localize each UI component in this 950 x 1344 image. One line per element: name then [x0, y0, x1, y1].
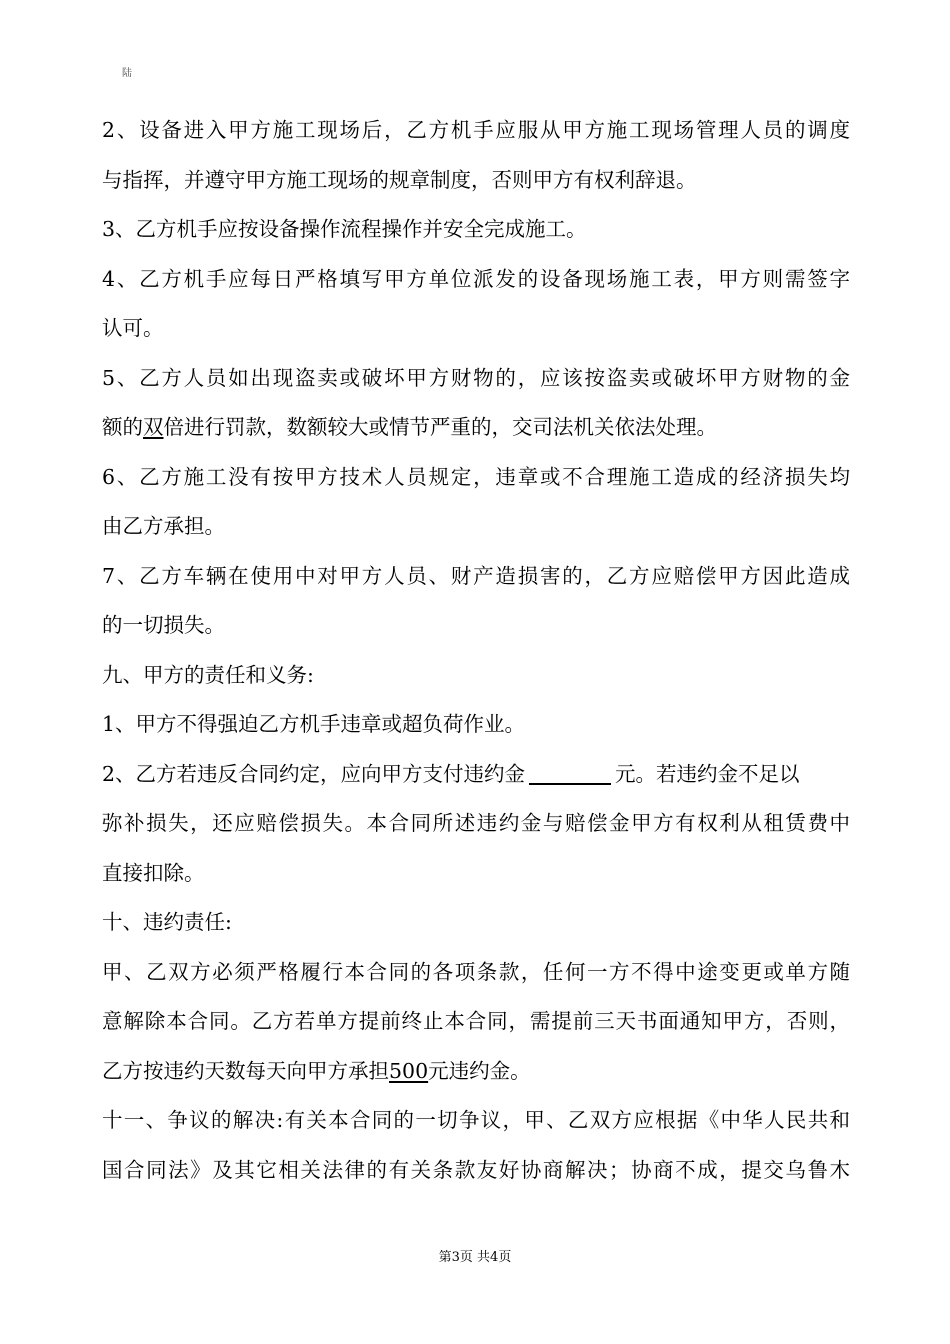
section-10-line-3: [102, 1047, 850, 1097]
clause-9-2-line-3: 直接扣除。: [102, 860, 205, 885]
clause-8-5-line-1: 5、乙方人员如出现盗卖或破坏甲方财物的，应该按盗卖或破坏甲方财物的金: [102, 365, 850, 390]
underlined-amount: 500: [389, 1058, 429, 1083]
clause-9-2-line-2: 弥补损失，还应赔偿损失。本合同所述违约金与赔偿金甲方有权利从租赁费中: [102, 811, 850, 835]
section-10-line-2: 意解除本合同。乙方若单方提前终止本合同，需提前三天书面通知甲方，否则，: [102, 1009, 850, 1033]
clause-8-4-line-2: 认可。: [102, 316, 164, 340]
section-10-line-1: 甲、乙双方必须严格履行本合同的各项条款，任何一方不得中途变更或单方随: [102, 959, 850, 984]
section-10-heading: 十、违约责任:: [102, 910, 232, 934]
section-11-line-2: 国合同法》及其它相关法律的有关条款友好协商解决；协商不成，提交乌鲁木: [102, 1157, 850, 1182]
penalty-amount-blank: [529, 761, 611, 785]
clause-8-2-line-2: 与指挥，并遵守甲方施工现场的规章制度，否则甲方有权利辞退。: [102, 167, 697, 192]
contract-body: [102, 106, 850, 1195]
clause-8-7-line-1: 7、乙方车辆在使用中对甲方人员、财产造损害的，乙方应赔偿甲方因此造成: [102, 563, 850, 588]
clause-8-6-line-1: 6、乙方施工没有按甲方技术人员规定，违章或不合理施工造成的经济损失均: [102, 464, 850, 489]
clause-8-5-line-2: [102, 403, 850, 453]
clause-8-6-line-2: 由乙方承担。: [102, 514, 225, 538]
header-mark: 陆: [122, 68, 132, 79]
section-11-line-1: 十一、争议的解决:有关本合同的一切争议，甲、乙双方应根据《中华人民共和: [102, 1108, 850, 1132]
text-segment: 额的: [102, 415, 143, 439]
clause-9-1: 1、甲方不得强迫乙方机手违章或超负荷作业。: [102, 712, 526, 736]
text-segment: 2、乙方若违反合同约定，应向甲方支付违约金: [102, 761, 526, 786]
text-segment: 元违约金。: [428, 1058, 531, 1083]
page-number-footer: 第3页 共4页: [438, 1250, 512, 1265]
text-segment: 乙方按违约天数每天向甲方承担: [102, 1058, 389, 1083]
text-segment: 倍进行罚款，数额较大或情节严重的，交司法机关依法处理。: [163, 415, 717, 439]
clause-8-3: 3、乙方机手应按设备操作流程操作并安全完成施工。: [102, 217, 587, 241]
clause-9-2-line-1: [102, 750, 850, 800]
section-9-heading: 九、甲方的责任和义务:: [102, 662, 314, 687]
clause-8-4-line-1: 4、乙方机手应每日严格填写甲方单位派发的设备现场施工表，甲方则需签字: [102, 266, 850, 291]
clause-8-7-line-2: 的一切损失。: [102, 613, 225, 637]
clause-8-2-line-1: 2、设备进入甲方施工现场后，乙方机手应服从甲方施工现场管理人员的调度: [102, 118, 850, 142]
underlined-double: 双: [143, 415, 164, 439]
text-segment: 元。若违约金不足以: [615, 761, 800, 786]
